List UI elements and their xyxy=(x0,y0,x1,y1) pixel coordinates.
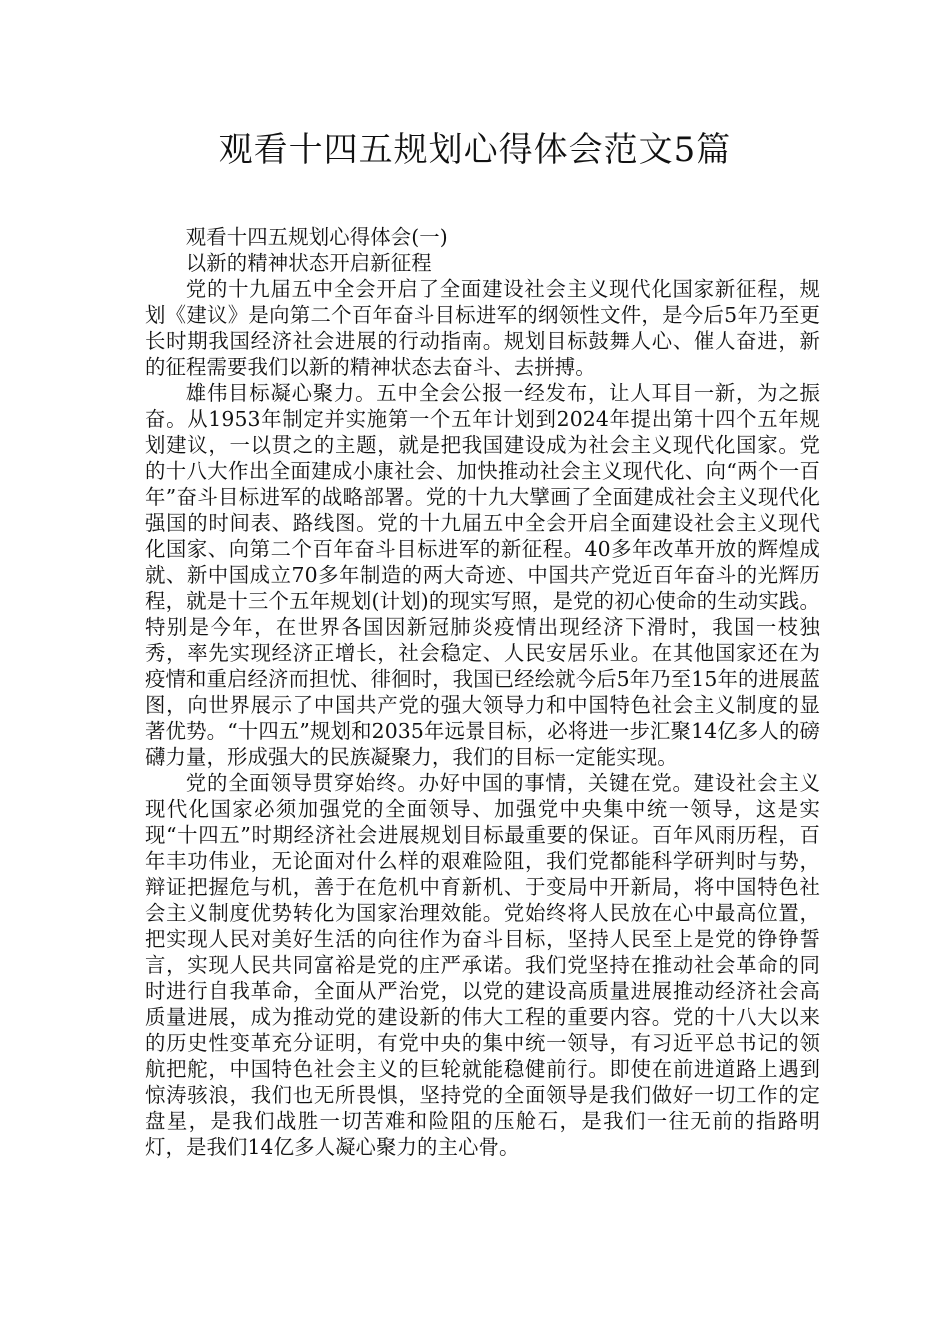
document-title: 观看十四五规划心得体会范文5篇 xyxy=(218,130,732,170)
document-body xyxy=(145,224,820,1160)
section-subtitle: 以新的精神状态开启新征程 xyxy=(185,251,432,275)
section-heading: 观看十四五规划心得体会(一) xyxy=(185,225,448,249)
paragraph-2: 雄伟目标凝心聚力。五中全会公报一经发布，让人耳目一新，为之振奋。从1953年制定并实施第一个五年计划到2024年提出第十四个五年规划建议，一以贯之的主题，就是把我国建设成为社会主义现代化国家。党的十八大作出全面建成小康社会、加快推动社会主义现代化、向“两个一百年”奋斗目标进军的战略部署。党的十九大擘画了全面建成社会主义现代化强国的时间表、路线图。党的十九届五中全会开启全面建设社会主义现代化国家、向第二个百年奋斗目标进军的新征程。40多年改革开放的辉煌成就、新中国成立70多年制造的两大奇迹、中国共产党近百年奋斗的光辉历程，就是十三个五年规划(计划)的现实写照，是党的初心使命的生动实践。特别是今年，在世界各国因新冠肺炎疫情出现经济下滑时，我国一枝独秀，率先实现经济正增长，社会稳定、人民安居乐业。在其他国家还在为疫情和重启经济而担忧、徘徊时，我国已经绘就今后5年乃至15年的进展蓝图，向世界展示了中国共产党的强大领导力和中国特色社会主义制度的显著优势。“十四五”规划和2035年远景目标，必将进一步汇聚14亿多人的磅礴力量，形成强大的民族凝聚力，我们的目标一定能实现。 xyxy=(145,381,820,769)
paragraph-1: 党的十九届五中全会开启了全面建设社会主义现代化国家新征程，规划《建议》是向第二个百年奋斗目标进军的纲领性文件，是今后5年乃至更长时期我国经济社会进展的行动指南。规划目标鼓舞人心、催人奋进，新的征程需要我们以新的精神状态去奋斗、去拼搏。 xyxy=(145,277,820,379)
paragraph-3: 党的全面领导贯穿始终。办好中国的事情，关键在党。建设社会主义现代化国家必须加强党的全面领导、加强党中央集中统一领导，这是实现“十四五”时期经济社会进展规划目标最重要的保证。百年风雨历程，百年丰功伟业，无论面对什么样的艰难险阻，我们党都能科学研判时与势，辩证把握危与机，善于在危机中育新机、于变局中开新局，将中国特色社会主义制度优势转化为国家治理效能。党始终将人民放在心中最高位置，把实现人民对美好生活的向往作为奋斗目标，坚持人民至上是党的铮铮誓言，实现人民共同富裕是党的庄严承诺。我们党坚持在推动社会革命的同时进行自我革命，全面从严治党，以党的建设高质量进展推动经济社会高质量进展，成为推动党的建设新的伟大工程的重要内容。党的十八大以来的历史性变革充分证明，有党中央的集中统一领导，有习近平总书记的领航把舵，中国特色社会主义的巨轮就能稳健前行。即使在前进道路上遇到惊涛骇浪，我们也无所畏惧，坚持党的全面领导是我们做好一切工作的定盘星，是我们战胜一切苦难和险阻的压舱石，是我们一往无前的指路明灯，是我们14亿多人凝心聚力的主心骨。 xyxy=(145,771,820,1159)
